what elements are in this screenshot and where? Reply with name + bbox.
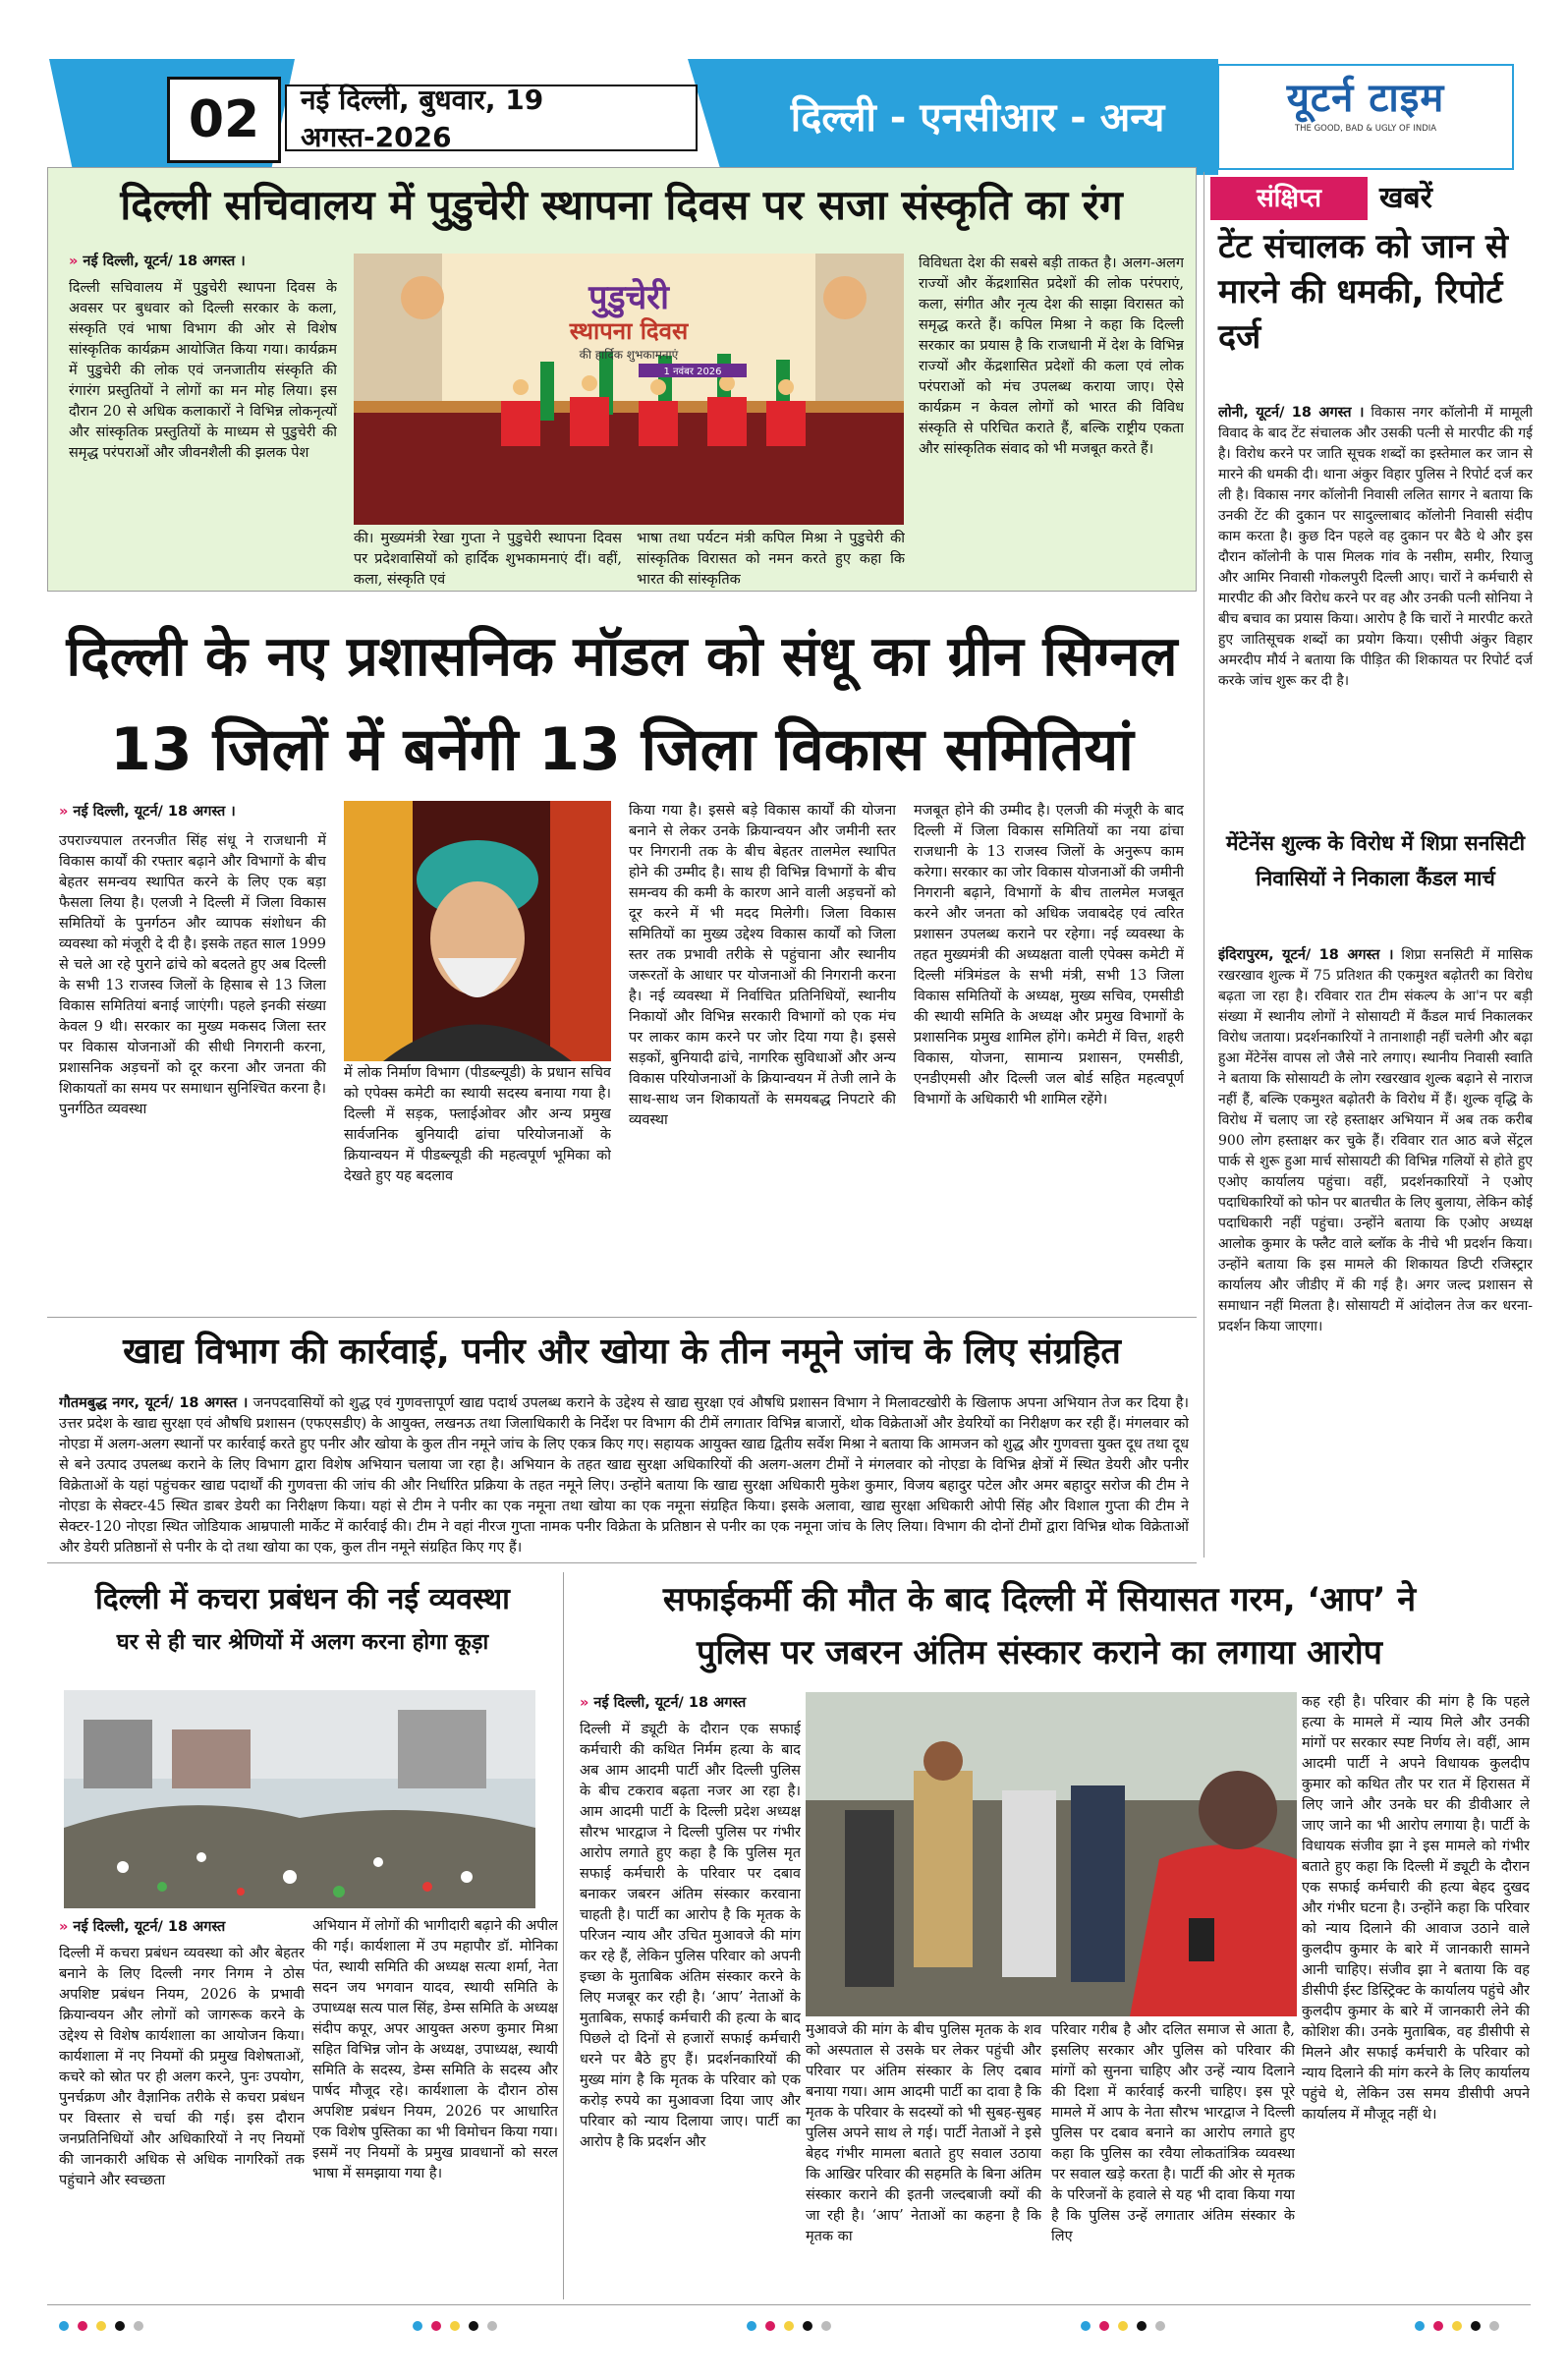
register-dot bbox=[115, 2321, 125, 2331]
sidebar-s1-body bbox=[1218, 403, 1533, 825]
sidebar-s2-body bbox=[1218, 945, 1533, 1545]
page-number-box bbox=[167, 77, 281, 163]
story2-photo-lg bbox=[344, 801, 611, 1061]
story1-photo bbox=[354, 254, 904, 525]
register-dot bbox=[765, 2321, 775, 2331]
register-dot bbox=[1155, 2321, 1165, 2331]
sidebar-s1-headline: टेंट संचालक को जान से मारने की धमकी, रिपोर्ट दर्ज bbox=[1218, 227, 1508, 357]
story5-col1: दिल्ली में ड्यूटी के दौरान एक सफाई कर्मचारी की कथित निर्मम हत्या के बाद अब आम आदमी पार्टी और दिल्ली पुलिस के बीच टकराव बढ़ता नजर आ रहा है। आम आदमी पार्टी के दिल्ली प्रदेश अध्यक्ष सौरभ भारद्वाज ने दिल्ली पुलिस पर गंभीर आरोप लगाते हुए कहा है कि पुलिस मृत सफाई कर्मचारी के परिवार पर दबाव बनाकर जबरन अंतिम संस्कार करवाना चाहती है। पार्टी का आरोप है कि मृतक के परिजन न्याय और उचित मुआवजे की मांग कर रहे हैं, लेकिन पुलिस परिवार को अपनी इच्छा के मुताबिक अंतिम संस्कार करने के लिए मजबूर कर रही है। ‘आप’ नेताओं के मुताबिक, सफाई कर्मचारी की हत्या के बाद पिछले दो दिनों से हजारों सफाई कर्मचारी धरने पर बैठे हुए हैं। प्रदर्शनकारियों की मुख्य मांग है कि मृतक के परिवार को एक करोड़ रुपये का मुआवजा दिया जाए और परिवार को न्याय दिलाया जाए। पार्टी का आरोप है कि प्रदर्शन और bbox=[580, 1722, 801, 2150]
story4-headline: दिल्ली में कचरा प्रबंधन की नई व्यवस्था bbox=[95, 1582, 510, 1616]
story3-dateline: गौतमबुद्ध नगर, यूटर्न/ 18 अगस्त । bbox=[59, 1395, 249, 1411]
column-rule bbox=[1203, 172, 1204, 1558]
register-dot bbox=[803, 2321, 812, 2331]
register-dot bbox=[487, 2321, 497, 2331]
story4-subhead: घर से ही चार श्रेणियों में अलग करना होगा कूड़ा bbox=[116, 1630, 489, 1655]
logo-tagline: THE GOOD, BAD & UGLY OF INDIA bbox=[1294, 124, 1437, 134]
sidebar-label bbox=[1210, 177, 1525, 220]
photo-banner-sub: स्थापना दिवस bbox=[569, 317, 689, 345]
story5-col4: कह रही है। परिवार की मांग है कि पहले हत्या के मामले में न्याय मिले और उनकी मांगों पर सरकार स्पष्ट निर्णय ले। वहीं, आम आदमी पार्टी ने अपने विधायक कुलदीप कुमार को कथित तौर पर रात में हिरासत में लिए जाने और उनके घर की डीवीआर ले जाए जाने का भी आरोप लगाया है। पार्टी के विधायक संजीव झा ने इस मामले को गंभीर बताते हुए कहा कि दिल्ली में ड्यूटी के दौरान एक सफाई कर्मचारी की हत्या बेहद दुखद और गंभीर घटना है। उन्होंने कहा कि परिवार को न्याय दिलाने की आवाज उठाने वाले कुलदीप कुमार के बारे में जानकारी सामने आनी चाहिए। संजीव झा ने बताया कि वह डीसीपी ईस्ट डिस्ट्रिक्ट के कार्यालय पहुंचे और कुलदीप कुमार के बारे में जानकारी लेने की कोशिश की। उनके मुताबिक, वह डीसीपी से मिलने और सफाई कर्मचारी के परिवार को न्याय दिलाने की मांग करने के लिए कार्यालय पहुंचे थे, लेकिन उस समय डीसीपी अपने कार्यालय में मौजूद नहीं थे। bbox=[1302, 1694, 1530, 2123]
divider bbox=[47, 1562, 1197, 1563]
page-header bbox=[0, 59, 1567, 175]
photo-banner-small: की हार्दिक शुभकामनाएं bbox=[579, 348, 679, 362]
lg-portrait-photo bbox=[344, 801, 611, 1061]
divider bbox=[47, 1317, 1197, 1318]
page-number: 02 bbox=[188, 90, 260, 149]
story5-photo bbox=[806, 1692, 1297, 2016]
register-dot bbox=[1489, 2321, 1499, 2331]
register-dot bbox=[450, 2321, 460, 2331]
footer-rule bbox=[47, 2304, 1531, 2305]
story1-col3: भाषा तथा पर्यटन मंत्री कपिल मिश्रा ने पुडुचेरी की सांस्कृतिक विरासत को नमन करते हुए कहा कि भारत की सांस्कृतिक bbox=[637, 531, 905, 588]
story4-photo bbox=[64, 1690, 535, 1908]
register-dot bbox=[96, 2321, 106, 2331]
register-marks-midright bbox=[1081, 2321, 1165, 2331]
register-dot bbox=[747, 2321, 756, 2331]
register-dot bbox=[1118, 2321, 1128, 2331]
register-marks-left bbox=[59, 2321, 143, 2331]
register-dot bbox=[1099, 2321, 1109, 2331]
register-dot bbox=[431, 2321, 441, 2331]
register-dot bbox=[59, 2321, 69, 2331]
register-dot bbox=[78, 2321, 87, 2331]
register-dot bbox=[821, 2321, 831, 2331]
sidebar-s1-text: विकास नगर कॉलोनी में मामूली विवाद के बाद टेंट संचालक और उसकी पत्नी से मारपीट की गई है। विरोध करने पर जाति सूचक शब्दों का इस्तेमाल कर जान से मारने की धमकी दी। थाना अंकुर विहार पुलिस ने रिपोर्ट दर्ज कर ली है। विकास नगर कॉलोनी निवासी ललित सागर ने बताया कि उनकी टेंट की दुकान पर सादुल्लाबाद कॉलोनी निवासी संदीप काम करता है। कुछ दिन पहले वह दुकान पर बैठे थे और इस दौरान कॉलोनी के पास मिलक गांव के नसीम, समीर, रियाजु और आमिर निवासी गोकलपुरी दिल्ली आए। चारों ने कर्मचारी से मारपीट की और विरोध करने पर वह और उनकी पत्नी सोनिया ने बीच बचाव का प्रयास किया। आरोप है कि चारों ने मारपीट करते हुए जातिसूचक शब्दों का प्रयोग किया। एसीपी अंकुर विहार अमरदीप मौर्य ने बताया कि पीड़ित की शिकायत पर रिपोर्ट दर्ज करके जांच शुरू कर दी है। bbox=[1218, 405, 1533, 689]
sidebar-s2-text: शिप्रा सनसिटी में मासिक रखरखाव शुल्क में 75 प्रतिशत की एकमुश्त बढ़ोतरी का विरोध बढ़ता जा रहा है। रविवार रात टीम संकल्प के आ'न पर बड़ी संख्या में स्थानीय लोगों ने सोसायटी में कैंडल मार्च निकालकर विरोध जताया। प्रदर्शनकारियों ने तानाशाही नहीं चलेगी और बढ़ा हुआ मेंटेनेंस वापस लो जैसे नारे लगाए। स्थानीय निवासी स्वाति ने बताया कि सोसायटी के लोग रखरखाव शुल्क बढ़ाने से नाराज नहीं हैं, बल्कि एकमुश्त बढ़ोतरी के विरोध में हैं। शुल्क वृद्धि के विरोध में चलाए जा रहे हस्ताक्षर अभियान में अब तक करीब 900 लोग हस्ताक्षर कर चुके हैं। रविवार रात आठ बजे सेंट्रल पार्क से शुरू हुआ मार्च सोसायटी की विभिन्न गलियों से होते हुए एओए कार्यालय पहुंचा। वहीं, प्रदर्शनकारियों ने एओए पदाधिकारियों को फोन पर बातचीत के लिए बुलाया, लेकिन कोई पदाधिकारी नहीं पहुंचा। उन्होंने बताया कि एओए अध्यक्ष आलोक कुमार के फ्लैट वाले ब्लॉक के नीचे भी प्रदर्शन किया। उन्होंने बताया कि इस मामले की शिकायत डिप्टी रजिस्ट्रार कार्यालय और जीडीए में की गई है। अगर जल्द प्रशासन से समाधान नहीं मिलता है। सोसायटी में आंदोलन तेज कर धरना-प्रदर्शन किया जाएगा। bbox=[1218, 947, 1533, 1334]
register-dot bbox=[784, 2321, 794, 2331]
sidebar-label-a: संक्षिप्त bbox=[1210, 177, 1368, 220]
register-marks-midleft bbox=[413, 2321, 497, 2331]
masthead-logo bbox=[1228, 73, 1503, 163]
story1-col1: दिल्ली सचिवालय में पुडुचेरी स्थापना दिवस के अवसर पर बुधवार को दिल्ली सरकार के कला, संस्कृति एवं भाषा विभाग की ओर से विशेष सांस्कृतिक कार्यक्रम आयोजित किया गया। कार्यक्रम में पुडुचेरी की लोक एवं जनजातीय संस्कृति की रंगारंग प्रस्तुतियों ने लोगों का मन मोह लिया। इस दौरान 20 से अधिक कलाकारों ने विभिन्न लोकनृत्यों और सांस्कृतिक प्रस्तुतियों के माध्यम से पुडुचेरी की समृद्ध परंपराओं और जीवनशैली की झलक पेश bbox=[69, 280, 337, 461]
story5-col3: परिवार गरीब है और दलित समाज से आता है, इसलिए सरकार और पुलिस को परिवार की मांगों को सुनना चाहिए और उन्हें न्याय दिलाने की दिशा में कार्रवाई करनी चाहिए। इस पूरे मामले में आप के नेता सौरभ भारद्वाज ने दिल्ली पुलिस पर दबाव बनाने का आरोप लगाते हुए कहा कि पुलिस का रवैया लोकतांत्रिक व्यवस्था पर सवाल खड़े करता है। पार्टी की ओर से मृतक के परिजनों के हवाले से यह भी दावा किया गया है कि पुलिस उन्हें लगातार अंतिम संस्कार के लिए bbox=[1051, 2022, 1295, 2244]
register-dot bbox=[1137, 2321, 1147, 2331]
story4-dateline: » नई दिल्ली, यूटर्न/ 18 अगस्त bbox=[59, 1919, 226, 1935]
sidebar-s2-headline: मेंटेनेंस शुल्क के विरोध में शिप्रा सनसिटी निवासियों ने निकाला कैंडल मार्च bbox=[1225, 831, 1526, 890]
sidebar-label-b: खबरें bbox=[1379, 181, 1432, 215]
story4-col1: दिल्ली में कचरा प्रबंधन व्यवस्था को और बेहतर बनाने के लिए दिल्ली नगर निगम ने ठोस अपशिष्ट प्रबंधन नियम, 2026 के प्रभावी क्रियान्वयन और लोगों को जागरूक करने के उद्देश्य से विशेष कार्यशाला का आयोजन किया। कार्यशाला में नए नियमों की प्रमुख विशेषताओं, कचरे को स्रोत पर ही अलग करने, पुनः उपयोग, पुनर्चक्रण और वैज्ञानिक तरीके से कचरा प्रबंधन पर विस्तार से चर्चा की गई। इस दौरान जनप्रतिनिधियों और अधिकारियों ने नए नियमों की जानकारी अधिक से अधिक नागरिकों तक पहुंचाने और स्वच्छता bbox=[59, 1946, 305, 2188]
photo-banner-title: पुडुचेरी bbox=[588, 278, 669, 317]
dateline-bar bbox=[285, 85, 698, 151]
story1-col2: की। मुख्यमंत्री रेखा गुप्ता ने पुडुचेरी स्थापना दिवस पर प्रदेशवासियों को हार्दिक शुभकामनाएं दीं। वहीं, कला, संस्कृति एवं bbox=[354, 531, 622, 588]
register-dot bbox=[1415, 2321, 1425, 2331]
register-marks-center bbox=[747, 2321, 831, 2331]
story1-col4: विविधता देश की सबसे बड़ी ताकत है। अलग-अलग राज्यों और केंद्रशासित प्रदेशों की लोक परंपराएं, कला, संगीत और नृत्य देश की साझा विरासत को समृद्ध करते हैं। कपिल मिश्रा ने कहा कि दिल्ली सरकार का प्रयास है कि राजधानी में देश के विभिन्न राज्यों और केंद्रशासित प्रदेशों की कला एवं लोक परंपराओं को मंच उपलब्ध कराया जाए। ऐसे कार्यक्रम न केवल लोगों को भारत की विविध संस्कृति से परिचित कराते हैं, बल्कि राष्ट्रीय एकता और सांस्कृतिक संवाद को भी मजबूत करते हैं। bbox=[919, 255, 1184, 457]
sidebar-s2-dateline: इंदिरापुरम, यूटर्न/ 18 अगस्त । bbox=[1218, 947, 1394, 963]
story5-headline-2: पुलिस पर जबरन अंतिम संस्कार कराने का लगाया आरोप bbox=[697, 1633, 1382, 1672]
sidebar-s1-dateline: लोनी, यूटर्न/ 18 अगस्त । bbox=[1218, 405, 1365, 421]
story2-headline-1: दिल्ली के नए प्रशासनिक मॉडल को संधू का ग्रीन सिग्नल bbox=[66, 625, 1178, 689]
story2-headline-2: 13 जिलों में बनेंगी 13 जिला विकास समितियां bbox=[110, 715, 1134, 784]
register-dot bbox=[413, 2321, 422, 2331]
register-dot bbox=[134, 2321, 143, 2331]
story5-dateline: » नई दिल्ली, यूटर्न/ 18 अगस्त bbox=[580, 1695, 747, 1711]
register-dot bbox=[1081, 2321, 1091, 2331]
issue-date: नई दिल्ली, बुधवार, 19 अगस्त-2026 bbox=[301, 84, 544, 153]
story3-headline: खाद्य विभाग की कार्रवाई, पनीर और खोया के तीन नमूने जांच के लिए संग्रहित bbox=[123, 1332, 1121, 1372]
story2-dateline: » नई दिल्ली, यूटर्न/ 18 अगस्त । bbox=[59, 804, 236, 820]
register-dot bbox=[469, 2321, 478, 2331]
story4-col2: अभियान में लोगों की भागीदारी बढ़ाने की अपील की गई। कार्यशाला में उप महापौर डॉ. मोनिका पंत, स्थायी समिति की अध्यक्ष सत्या शर्मा, नेता सदन जय भगवान यादव, स्थायी समिति के उपाध्यक्ष सत्य पाल सिंह, डेम्स समिति के अध्यक्ष संदीप कपूर, अपर आयुक्त अरुण कुमार मिश्रा सहित विभिन्न जोन के अध्यक्ष, उपाध्यक्ष, स्थायी समिति के सदस्य, डेम्स समिति के सदस्य और पार्षद मौजूद रहे। कार्यशाला के दौरान ठोस अपशिष्ट प्रबंधन नियम, 2026 पर आधारित एक विशेष पुस्तिका का भी विमोचन किया गया। इसमें नए नियमों के प्रमुख प्रावधानों को सरल भाषा में समझाया गया है। bbox=[312, 1918, 558, 2182]
story2-col2: में लोक निर्माण विभाग (पीडब्ल्यूडी) के प्रधान सचिव को एपेक्स कमेटी का स्थायी सदस्य बनाया गया है। दिल्ली में सड़क, फ्लाईओवर और अन्य प्रमुख सार्वजनिक बुनियादी ढांचा परियोजनाओं के क्रियान्वयन में पीडब्ल्यूडी की महत्वपूर्ण भूमिका को देखते हुए यह बदलाव bbox=[344, 1065, 611, 1184]
story2-col3: किया गया है। इससे बड़े विकास कार्यों की योजना बनाने से लेकर उनके क्रियान्वयन और जमीनी स्तर पर निगरानी तक के बीच बेहतर तालमेल स्थापित होने की उम्मीद है। साथ ही विभिन्न विभागों के बीच समन्वय की कमी के कारण आने वाली अड़चनों को दूर करने में भी मदद मिलेगी। जिला विकास समितियों का मुख्य उद्देश्य विकास कार्यों को जिला स्तर तक प्रभावी तरीके से पहुंचाना और स्थानीय जरूरतों के आधार पर योजनाओं की निगरानी करना है। नई व्यवस्था में निर्वाचित प्रतिनिधियों, स्थानीय निकायों और विभिन्न सरकारी विभागों को एक मंच पर लाकर काम करने पर जोर दिया गया है। इससे सड़कों, बुनियादी ढांचे, नागरिक सुविधाओं और अन्य विकास परियोजनाओं के क्रियान्वयन में तेजी लाने के साथ-साथ जन शिकायतों के समयबद्ध निपटारे की व्यवस्था bbox=[629, 803, 896, 1128]
story5-headline-1: सफाईकर्मी की मौत के बाद दिल्ली में सियासत गरम, ‘आप’ ने bbox=[662, 1580, 1417, 1619]
register-marks-right bbox=[1415, 2321, 1499, 2331]
story1-headline: दिल्ली सचिवालय में पुडुचेरी स्थापना दिवस पर सजा संस्कृति का रंग bbox=[120, 181, 1123, 229]
logo-text: यूटर्न टाइम bbox=[1286, 76, 1445, 121]
column-rule bbox=[563, 1572, 564, 2299]
register-dot bbox=[1452, 2321, 1462, 2331]
section-title: दिल्ली - एनसीआर - अन्य bbox=[790, 95, 1165, 141]
story3-text: जनपदवासियों को शुद्ध एवं गुणवत्तापूर्ण खाद्य पदार्थ उपलब्ध कराने के उद्देश्य से खाद्य सुरक्षा एवं औषधि प्रशासन विभाग ने मिलावटखोरी के खिलाफ अपना अभियान तेज कर दिया है। उत्तर प्रदेश के खाद्य सुरक्षा एवं औषधि प्रशासन (एफएसडीए) के आयुक्त, लखनऊ तथा जिलाधिकारी के निर्देश पर विभाग की टीमें लगातार विभिन्न बाजारों, थोक विक्रेताओं और डेयरियों का निरीक्षण कर रही हैं। मंगलवार को नोएडा में अलग-अलग स्थानों पर कार्रवाई करते हुए पनीर और खोया के कुल तीन नमूने जांच के लिए एकत्र किए गए। सहायक आयुक्त खाद्य द्वितीय सर्वेश मिश्रा ने बताया कि आमजन को शुद्ध और गुणवत्ता युक्त दूध तथा दूध से बने उत्पाद उपलब्ध कराने के लिए विभाग द्वारा विशेष अभियान चलाया जा रहा है। अभियान के तहत खाद्य सुरक्षा अधिकारियों की अलग-अलग टीमों ने मंगलवार को नोएडा के विभिन्न क्षेत्रों में स्थित डेयरी और पनीर विक्रेताओं के यहां पहुंचकर खाद्य पदार्थों की गुणवत्ता की जांच की और निर्धारित प्रक्रिया के तहत नमूने लिए। उन्होंने बताया कि खाद्य सुरक्षा अधिकारी मुकेश कुमार, विजय बहादुर पटेल और अमर बहादुर सरोज की टीम ने नोएडा के सेक्टर-45 स्थित डाबर डेयरी का निरीक्षण किया। यहां से टीम ने पनीर का एक नमूना तथा खोया का एक नमूना संग्रहित किया। इसके अलावा, खाद्य सुरक्षा अधिकारी ओपी सिंह और विशाल गुप्ता की टीम ने सेक्टर-120 नोएडा स्थित जोडियाक आम्रपाली मार्केट में कार्रवाई की। टीम ने वहां नीरज गुप्ता नामक पनीर विक्रेता के प्रतिष्ठान से पनीर का एक नमूना जांच के लिए लिया। विभाग की दोनों टीमों द्वारा विभिन्न थोक विक्रेताओं और डेयरी प्रतिष्ठानों से पनीर के दो तथा खोया का एक, कुल तीन नमूने संग्रहित किए गए हैं। bbox=[59, 1395, 1189, 1556]
police-scene-photo bbox=[806, 1692, 1297, 2016]
photo-banner-date: 1 नवंबर 2026 bbox=[639, 364, 747, 377]
garbage-dump-photo bbox=[64, 1690, 535, 1908]
story2-col4: मजबूत होने की उम्मीद है। एलजी की मंजूरी के बाद दिल्ली में जिला विकास समितियों का नया ढांचा राजधानी के 13 राजस्व जिलों के अनुरूप काम करेगा। सरकार का जोर विकास योजनाओं की जमीनी निगरानी बढ़ाने, विभागों के बीच तालमेल मजबूत करने और जनता को अधिक जवाबदेह एवं त्वरित प्रशासन उपलब्ध कराने पर रहेगा। नई व्यवस्था के तहत मुख्यमंत्री की अध्यक्षता वाली एपेक्स कमेटी में दिल्ली मंत्रिमंडल के सभी मंत्री, सभी 13 जिला विकास समितियों के अध्यक्ष, मुख्य सचिव, एमसीडी की स्थायी समिति के अध्यक्ष और प्रमुख विभागों के प्रशासनिक प्रमुख शामिल होंगे। कमेटी में वित्त, शहरी विकास, योजना, सामान्य प्रशासन, एमसीडी, एनडीएमसी और दिल्ली जल बोर्ड सहित महत्वपूर्ण विभागों के अधिकारी भी शामिल रहेंगे। bbox=[914, 803, 1184, 1107]
register-dot bbox=[1433, 2321, 1443, 2331]
register-dot bbox=[1471, 2321, 1481, 2331]
story1-dateline: » नई दिल्ली, यूटर्न/ 18 अगस्त । bbox=[69, 254, 246, 269]
story5-col2: मुआवजे की मांग के बीच पुलिस मृतक के शव को अस्पताल से उसके घर लेकर पहुंची और परिवार पर अंतिम संस्कार के लिए दबाव बनाया गया। आम आदमी पार्टी का दावा है कि मृतक के परिवार के सदस्यों को भी सुबह-सुबह पुलिस अपने साथ ले गई। पार्टी नेताओं ने इसे बेहद गंभीर मामला बताते हुए सवाल उठाया कि आखिर परिवार की सहमति के बिना अंतिम संस्कार कराने की इतनी जल्दबाजी क्यों की जा रही है। ‘आप’ नेताओं का कहना है कि मृतक का bbox=[806, 2022, 1041, 2244]
story2-col1: उपराज्यपाल तरनजीत सिंह संधू ने राजधानी में विकास कार्यों की रफ्तार बढ़ाने और विभागों के बीच बेहतर समन्वय स्थापित करने के लिए एक बड़ा फैसला लिया है। एलजी ने दिल्ली में जिला विकास समितियों के पुनर्गठन और व्यापक संशोधन की व्यवस्था को मंजूरी दे दी है। इसके तहत साल 1999 से चले आ रहे पुराने ढांचे को बदलते हुए अब दिल्ली के सभी 13 राजस्व जिलों के हिसाब से 13 जिला विकास समितियां बनाई जाएंगी। पहले इनकी संख्या केवल 9 थी। सरकार का मुख्य मकसद जिला स्तर पर विकास योजनाओं की सीधी निगरानी करना, प्रशासनिक अड़चनों को दूर करना और जनता की शिकायतों का समय पर समाधान सुनिश्चित करना है। पुनर्गठित व्यवस्था bbox=[59, 833, 326, 1117]
